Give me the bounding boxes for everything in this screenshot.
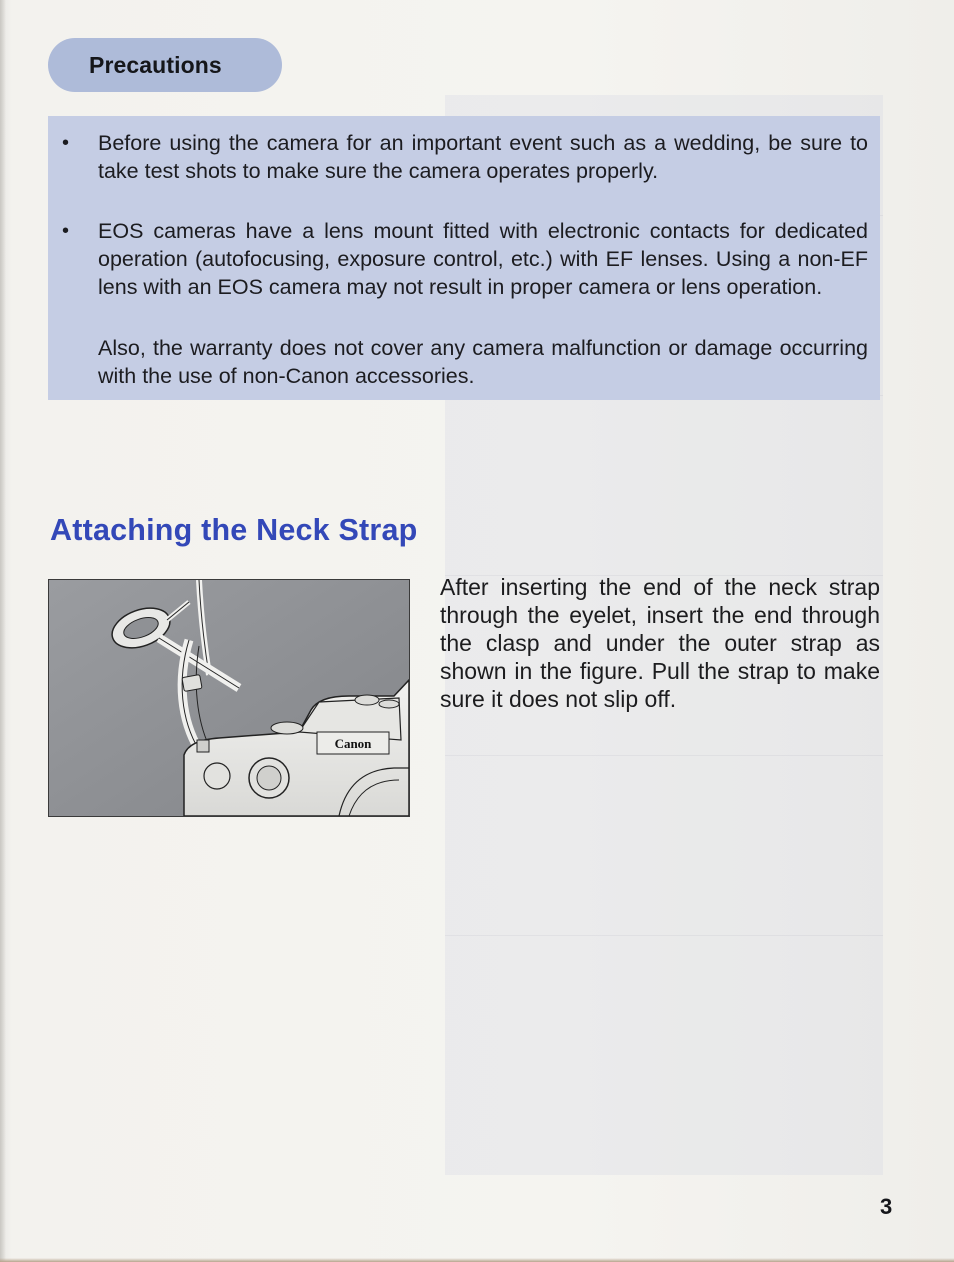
camera-brand-label: Canon — [334, 736, 372, 751]
precautions-heading-pill — [48, 38, 282, 92]
bullet-marker: • — [62, 132, 70, 154]
bullet-marker: • — [62, 220, 70, 242]
precaution-note: Also, the warranty does not cover any camera malfunction or damage occurring with the use of non-Canon accessories. — [98, 336, 868, 388]
strap-instructions: After inserting the end of the neck strap through the eyelet, insert the end through the clasp and under the outer strap as shown in the figure. Pull the strap to make sure it does not slip off. — [440, 574, 880, 712]
section-title: Attaching the Neck Strap — [50, 513, 418, 547]
precautions-heading: Precautions — [89, 51, 222, 78]
precaution-item-1: Before using the camera for an important event such as a wedding, be sure to take test shots to make sure the camera operates properly. — [98, 131, 868, 183]
precautions-box — [48, 116, 880, 400]
page-binding-shadow — [0, 0, 6, 1262]
neck-strap-illustration — [48, 579, 410, 817]
page-number: 3 — [880, 1194, 893, 1219]
page-bottom-edge — [0, 1258, 954, 1262]
precaution-item-2: EOS cameras have a lens mount fitted with electronic contacts for dedicated operation (autofocusing, exposure control, etc.) with EF lenses. Using a non-EF lens with an EOS camera may not result in proper camera or lens operation. — [98, 219, 868, 299]
camera-strap-drawing — [49, 580, 409, 816]
